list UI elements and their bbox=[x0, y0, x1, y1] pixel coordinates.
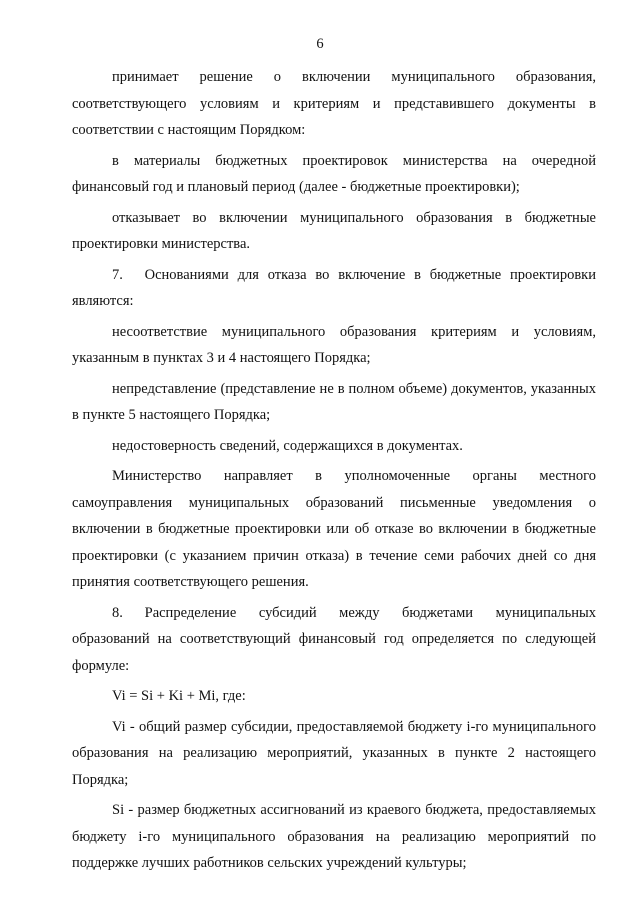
paragraph-ministry-notifies: Министерство направляет в уполномоченные органы местного самоуправления муниципальных образований письменные уведомления о включении в бюджетные проектировки или об отказе во включении в бюджетные проектировки (с указанием причин отказа) в течение семи рабочих дней со дня принятия соответствующего решения. bbox=[72, 468, 596, 590]
paragraph-unreliable-info: недостоверность сведений, содержащихся в документах. bbox=[112, 437, 463, 454]
paragraph-refuse-inclusion: отказывает во включении муниципального образования в бюджетные проектировки министерства. bbox=[72, 209, 596, 252]
paragraph-si-definition: Si - размер бюджетных ассигнований из краевого бюджета, предоставляемых бюджету i-го муниципального образования на реализацию мероприятий по поддержке лучших работников сельских учреждений культуры; bbox=[72, 802, 596, 871]
page-number: 6 bbox=[316, 36, 324, 52]
clause-7-heading: 7. Основаниями для отказа во включение в бюджетные проектировки являются: bbox=[72, 266, 596, 309]
paragraph-nonsubmission: непредставление (представление не в полном объеме) документов, указанных в пункте 5 настоящего Порядка; bbox=[72, 380, 596, 423]
paragraph-decision: принимает решение о включении муниципального образования, соответствующего условиям и критериям и представившего документы в соответствии с настоящим Порядком: bbox=[72, 69, 596, 138]
formula-line: Vi = Si + Ki + Mi, где: bbox=[112, 688, 246, 704]
paragraph-vi-definition: Vi - общий размер субсидии, предоставляемой бюджету i-го муниципального образования на реализацию мероприятий, указанных в пункте 2 настоящего Порядка; bbox=[72, 718, 596, 788]
paragraph-noncompliance: несоответствие муниципального образования критериям и условиям, указанным в пунктах 3 и 4 настоящего Порядка; bbox=[72, 323, 596, 366]
paragraph-include-materials: в материалы бюджетных проектировок министерства на очередной финансовый год и плановый период (далее - бюджетные проектировки); bbox=[72, 152, 596, 195]
document-body bbox=[72, 64, 596, 881]
clause-8-heading: 8. Распределение субсидий между бюджетами муниципальных образований на соответствующий финансовый год определяется по следующей формуле: bbox=[72, 604, 596, 674]
